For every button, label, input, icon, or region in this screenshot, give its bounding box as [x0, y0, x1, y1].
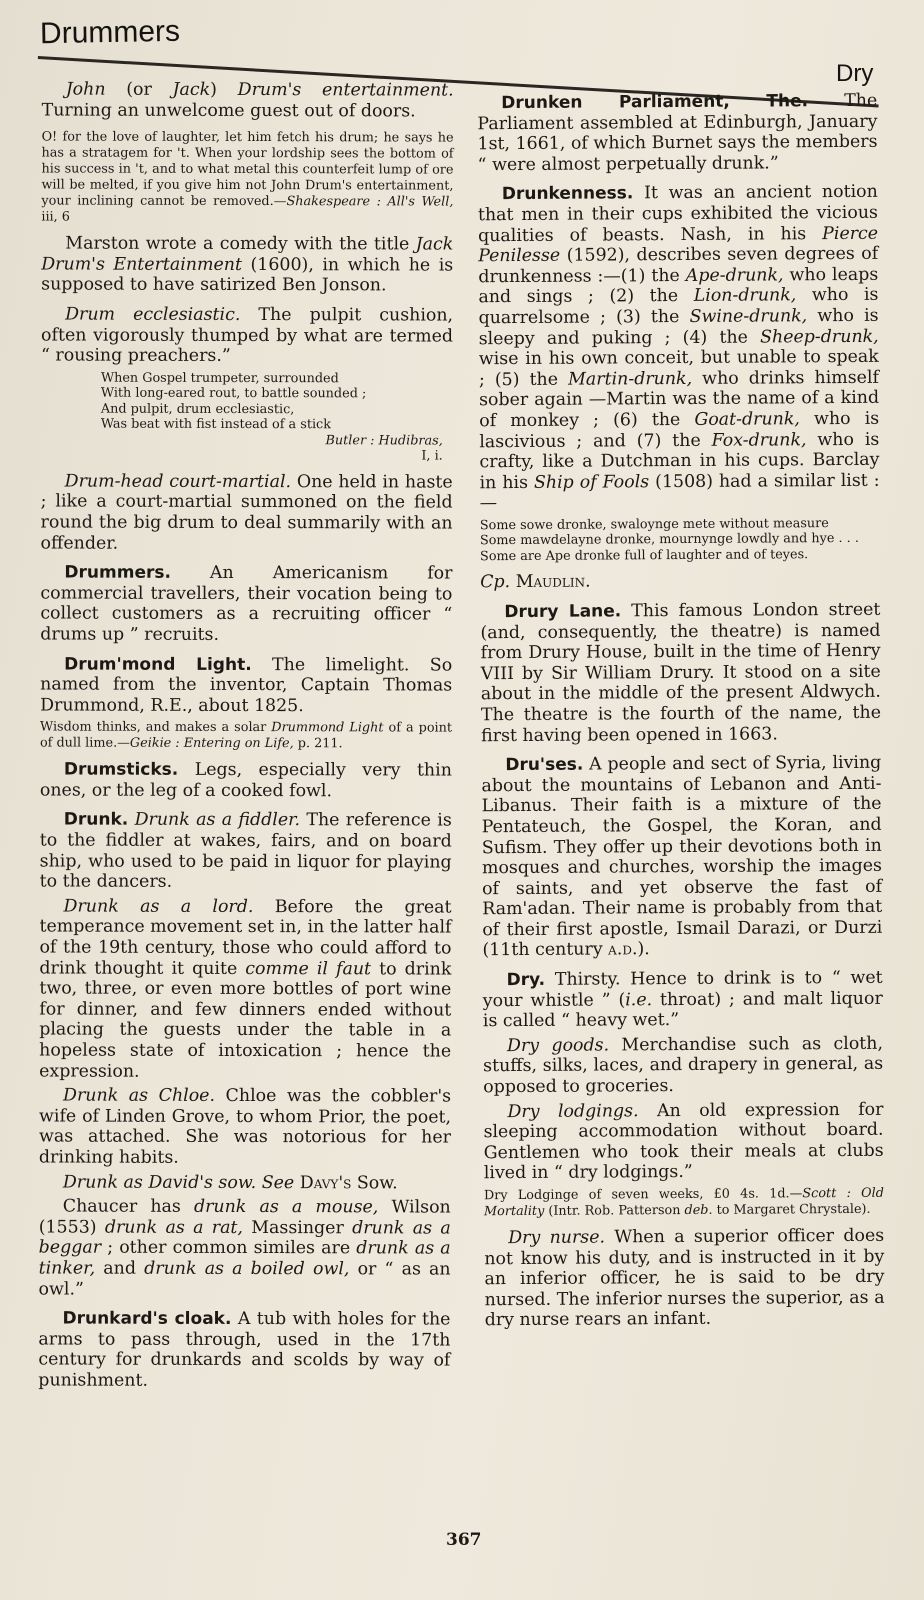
- entry-text: A people and sect of Syria, living about the mountains of Lebanon and Anti-Libanus. Their faith is a mixture of the Pentateuch, the Gospel, the Koran, and Sufism. They offer up their devotions both in mosques and churches, worship the images of saints, and yet observe the fast of Ram'adan. Their name is probably from that of their first apostle, Ismail Darazi, or Durzi (11th century: [481, 752, 883, 961]
- entry-text: It was an ancient notion that men in their cups exhibited the vicious qualities of beasts. Nash, in his: [477, 182, 878, 246]
- entry-text: Turning an unwelcome guest out of doors.: [41, 100, 416, 122]
- entry-text: Thirsty. Hence to drink is to “ wet your whistle ” (: [482, 967, 883, 1011]
- entry-text: Chaucer has: [62, 1196, 194, 1218]
- entry-text: who leaps and sings ; (2) the: [478, 264, 879, 308]
- entry-italic: drunk as a beggar: [38, 1218, 451, 1258]
- entry-italic: drunk as a boiled owl,: [144, 1258, 350, 1280]
- verse-line: And pulpit, drum ecclesiastic,: [100, 401, 295, 417]
- entry-similes: [39, 1197, 451, 1301]
- verse-hudibras: [101, 370, 453, 464]
- entry-dry-nurse: [484, 1226, 885, 1331]
- entry-text: (1592), describes seven degrees of drunkenness :—(1) the: [478, 243, 879, 287]
- entry-italic: Goat-drunk,: [694, 409, 800, 430]
- entry-text: The Parliament assembled at Edinburgh, January 1st, 1661, of which Burnet says the members “ were almost perpetually drunk.”: [477, 90, 878, 176]
- entry-dry: [483, 968, 883, 1032]
- entry-subheadword: Drum ecclesiastic.: [65, 304, 241, 325]
- quotation-reference: p. 211.: [293, 736, 343, 752]
- entry-drum-head-court-martial: [40, 471, 452, 554]
- entry-subheadword: Drunk as Chloe.: [63, 1085, 216, 1107]
- citation-source: Butler : Hudibras,: [325, 432, 443, 449]
- entry-headword: Dru'ses.: [505, 754, 584, 776]
- entry-drunkards-cloak: [38, 1309, 450, 1392]
- entry-subheadword: Dry lodgings.: [507, 1100, 639, 1122]
- entry-john-drums-entertainment: [42, 79, 454, 121]
- entry-italic: Pierce Penilesse: [478, 223, 879, 267]
- running-head-left: Drummers: [39, 14, 181, 51]
- citation-reference: I, i.: [421, 448, 443, 464]
- entry-text: When a superior officer does not know his duty, and is instructed in it by an inferior officer, he is said to be dry nursed. The inferior nurses the superior, as a dry nurse rears an infant.: [484, 1225, 885, 1331]
- quotation-text: Wisdom thinks, and makes a solar: [40, 719, 272, 736]
- entry-text: An old expression for sleeping accommodation without board. Gentlemen who took their meals at clubs lived in “ dry lodgings.”: [483, 1099, 884, 1184]
- entry-headword: Drunkenness.: [501, 183, 634, 205]
- entry-subheadword: Drum-head court-martial.: [64, 471, 292, 492]
- entry-text: (or: [105, 79, 173, 100]
- entry-text: Before the great temperance movement set in, in the latter half of the 19th century, those who could afford to drink thought it quite: [39, 896, 452, 979]
- entry-druses: [481, 753, 882, 961]
- entry-drury-lane: [480, 600, 881, 747]
- verse-line: Some are Ape dronke full of laughter and of teyes.: [479, 547, 809, 565]
- entry-text: The pulpit cushion, often vigorously thumped by what are termed “ rousing preachers.”: [40, 304, 454, 367]
- entry-title: Jack Drum's Entertainment: [41, 234, 454, 275]
- entry-text: The reference is to the fiddler at wakes, fairs, and on board ship, who used to be paid in liquor for playing to the dancers.: [39, 810, 452, 893]
- entry-italic: Swine-drunk,: [689, 306, 808, 327]
- entry-subheadword: Drunk as David's sow.: [62, 1172, 257, 1193]
- entry-italic: drunk as a tinker,: [38, 1238, 451, 1279]
- entry-text: who is lascivious ; and (7) the: [479, 408, 880, 452]
- quotation-text: (Intr. Rob. Patterson: [544, 1202, 685, 1219]
- quotation-text: to Margaret Chrystale).: [712, 1201, 871, 1218]
- entry-small-caps: a.d.: [608, 939, 638, 960]
- entry-italic: Ape-drunk,: [685, 265, 784, 286]
- entry-subheadword: Dry goods.: [506, 1035, 610, 1056]
- entry-drunk: [40, 810, 452, 893]
- entry-text: who is quarrelsome ; (3) the: [478, 285, 879, 329]
- quotation-citation: Geikie : Entering on Life,: [129, 735, 294, 752]
- entry-italic: Ship of Fools: [533, 471, 650, 493]
- entry-drum-ecclesiastic: [41, 304, 453, 367]
- entry-subheadword: John: [65, 79, 106, 100]
- entry-headword: Drum'mond Light.: [64, 654, 252, 675]
- entry-drumsticks: [40, 760, 452, 802]
- quotation-shakespeare: [41, 130, 453, 227]
- entry-drummond-light: [40, 654, 452, 717]
- entry-text: Marston wrote a comedy with the title: [65, 233, 416, 255]
- entry-italic: Sheep-drunk,: [760, 326, 879, 348]
- entry-text: Chloe was the cobbler's wife of Linden Grove, to whom Prior, the poet, was attached. She was notorious for her drinking habits.: [38, 1086, 452, 1168]
- entry-marston: [41, 234, 453, 297]
- entry-text: ; other common similes are: [101, 1237, 357, 1259]
- entry-italic: Fox-drunk,: [711, 429, 807, 451]
- page-number: 367: [446, 1530, 482, 1550]
- quotation-italic: deb.: [684, 1202, 713, 1218]
- entry-drunk-as-a-lord: [39, 896, 451, 1082]
- cross-ref-target: Maudlin.: [510, 571, 591, 593]
- entry-drunk-as-davids-sow: [39, 1172, 451, 1194]
- entry-headword: Drunken Parliament, The.: [501, 91, 809, 114]
- entry-headword: Drunkard's cloak.: [62, 1308, 232, 1330]
- entry-text: (1600), in which he is supposed to have satirized Ben Jonson.: [41, 254, 454, 296]
- verse-line: With long-eared rout, to battle sounded ;: [100, 385, 367, 402]
- entry-italic: drunk as a mouse,: [193, 1197, 379, 1218]
- quotation-geikie: [40, 720, 452, 753]
- entry-text: An Americanism for commercial travellers, their vocation being to collect customers as a recruiting officer “ drums up ” recruits.: [40, 562, 453, 645]
- entry-dry-goods: [483, 1034, 883, 1098]
- quotation-reference: iii, 6: [41, 209, 70, 225]
- entry-text: A tub with holes for the arms to pass through, used in the 17th century for drunkards and scolds by way of punishment.: [38, 1309, 451, 1391]
- entry-italic: i.e.: [625, 989, 653, 1011]
- quotation-scott: [484, 1186, 884, 1220]
- entry-italic: drunk as a rat,: [104, 1217, 243, 1238]
- verse-barclay: [480, 516, 880, 565]
- entry-headword: Drunk.: [63, 809, 129, 831]
- cross-ref-see: Cp.: [480, 572, 511, 593]
- entry-text: Merchandise such as cloth, stuffs, silks, laces, and drapery in general, as opposed to groceries.: [483, 1033, 884, 1098]
- cross-ref-see: See: [261, 1172, 295, 1193]
- entry-headword: Dry.: [506, 969, 546, 991]
- entry-italic: comme il faut: [245, 958, 372, 979]
- entry-drunkenness: [478, 182, 880, 514]
- entry-text: who is crafty, like a Dutchman in his cups. Barclay in his: [479, 429, 880, 493]
- entry-text: Legs, especially very thin ones, or the leg of a cooked fowl.: [39, 760, 452, 802]
- quotation-text: Dry Lodginge of seven weeks, £0 4s. 1d.—: [483, 1186, 803, 1204]
- verse-line: When Gospel trumpeter, surrounded: [100, 370, 339, 386]
- entry-text: ): [210, 79, 238, 100]
- verse-line: Some sowe dronke, swaloynge mete without measure: [479, 515, 829, 534]
- quotation-text: of a point of dull lime.—: [39, 720, 453, 751]
- entry-drummers: [40, 563, 452, 646]
- entry-subheadword: Drunk as a fiddler.: [134, 810, 301, 831]
- right-column: [477, 91, 885, 1340]
- entry-dry-lodgings: [483, 1099, 883, 1184]
- entry-subheadword: Drunk as a lord.: [63, 896, 254, 917]
- entry-text: (1508) had a similar list :—: [479, 470, 880, 514]
- entry-text: Massinger: [242, 1217, 353, 1239]
- entry-drunk-as-chloe: [39, 1086, 451, 1169]
- entry-text: to drink two, three, or even more bottles of port wine for dinner, and few dinners ended without placing the guests under the table in a hopeless state of intoxication ; hence the expression.: [39, 958, 452, 1082]
- entry-text: who is sleepy and puking ; (4) the: [478, 305, 879, 349]
- entry-text: wise in his own conceit, but unable to speak ; (5) the: [478, 346, 879, 390]
- left-column: [38, 79, 453, 1401]
- verse-line: Some mawdelayne dronke, mournynge lowdly and hye . . .: [479, 531, 859, 549]
- entry-text: throat) ; and malt liquor is called “ heavy wet.”: [482, 988, 883, 1032]
- verse-line: Was beat with fist instead of a stick: [100, 416, 332, 433]
- entry-text: who drinks himself sober again —Martin was the name of a kind of monkey ; (6) the: [479, 367, 880, 432]
- entry-subheadword: Jack: [172, 79, 211, 100]
- entry-headword: Drummers.: [64, 562, 171, 583]
- cross-ref-maudlin: [480, 570, 880, 593]
- entry-text: The limelight. So named from the inventor, Captain Thomas Drummond, R.E., about 1825.: [40, 654, 453, 716]
- entry-italic: Lion-drunk,: [693, 285, 797, 307]
- quotation-italic: Drummond Light: [271, 720, 384, 736]
- cross-ref-target: Davy's: [294, 1172, 352, 1193]
- entry-text: or “ as an owl.”: [38, 1259, 451, 1300]
- quotation-citation: Scott : Old Mortality: [483, 1185, 884, 1220]
- quotation-citation: Shakespeare : All's Well,: [286, 194, 454, 210]
- entry-text: This famous London street (and, consequently, the theatre) is named from Drury House, built in the time of Henry VIII by Sir William Drury. It stood on a site about in the middle of the present Aldwych. The theatre is the fourth of the name, the first having been opened in 1663.: [480, 599, 882, 746]
- entry-text: Sow.: [351, 1172, 398, 1193]
- entry-drunken-parliament: [477, 91, 877, 176]
- entry-italic: Martin-drunk,: [568, 368, 693, 390]
- running-head-right: Dry: [836, 60, 874, 87]
- entry-text: Wilson (1553): [38, 1197, 451, 1238]
- entry-text: and: [95, 1258, 145, 1279]
- quotation-text: O! for the love of laughter, let him fetch his drum; he says he has a stratagem for 't. When your lordship sees the bottom of his success in 't, and to what metal this counterfeit lump of ore will be melted, if you give him not John Drum's entertainment, your inclining cannot be removed.—: [41, 129, 454, 210]
- entry-subheadword: Drum's entertainment.: [237, 79, 454, 101]
- entry-headword: Drumsticks.: [63, 759, 179, 781]
- entry-headword: Drury Lane.: [504, 601, 622, 623]
- entry-text: ).: [637, 939, 650, 960]
- verse-citation: [101, 432, 443, 464]
- entry-text: One held in haste ; like a court-martial summoned on the field round the big drum to deal summarily with an offender.: [40, 471, 453, 554]
- entry-subheadword: Dry nurse.: [508, 1227, 606, 1249]
